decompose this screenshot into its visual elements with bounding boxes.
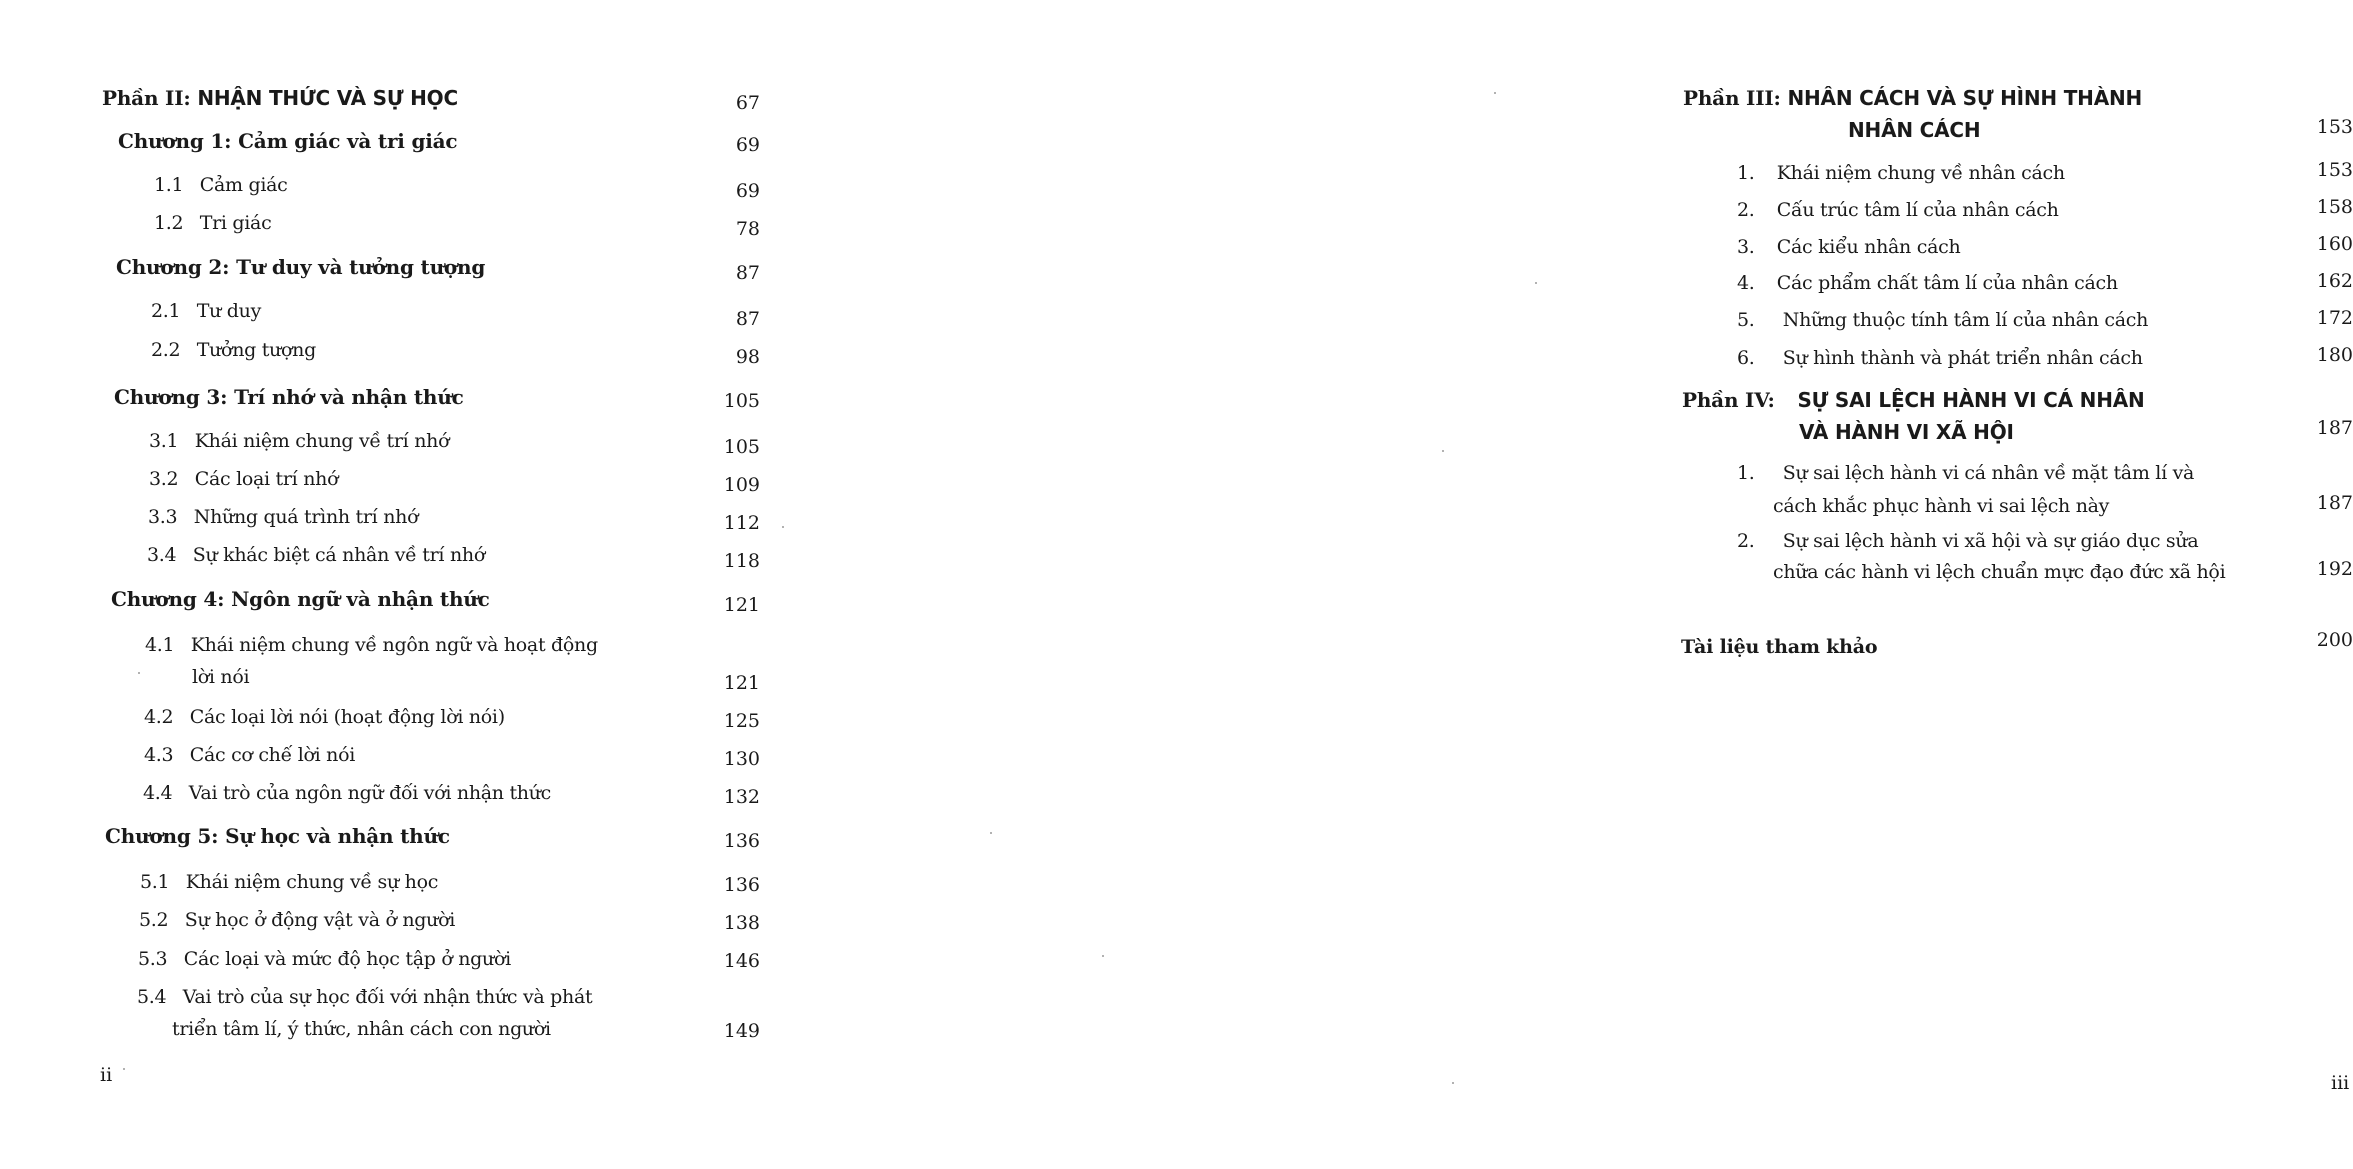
page-number: 146	[723, 950, 760, 972]
section-number: 3.1	[149, 430, 179, 452]
item-number: 2.	[1737, 199, 1755, 221]
scan-speck	[990, 832, 992, 834]
toc-item-3-3[interactable]	[1737, 238, 1960, 257]
section-number: 4.1	[145, 634, 175, 656]
page-number: 160	[2316, 233, 2353, 255]
scan-speck	[1535, 282, 1537, 284]
scan-speck	[782, 526, 784, 528]
item-number: 4.	[1737, 272, 1755, 294]
section-title: Tưởng tượng	[196, 339, 316, 361]
toc-section-5-4[interactable]	[137, 988, 592, 1007]
part-title-line2: VÀ HÀNH VI XÃ HỘI	[1799, 420, 2014, 444]
item-title: Cấu trúc tâm lí của nhân cách	[1776, 199, 2059, 221]
item-number: 2.	[1737, 530, 1755, 552]
toc-section-4-1[interactable]	[145, 636, 598, 655]
section-number: 4.4	[143, 782, 173, 804]
item-title-line1: Sự sai lệch hành vi xã hội và sự giáo dục sửa	[1782, 530, 2199, 552]
toc-part-2[interactable]	[102, 88, 458, 108]
page-number: 130	[723, 748, 760, 770]
section-number: 5.4	[137, 986, 167, 1008]
page-number: 187	[2316, 417, 2353, 439]
toc-chapter-5[interactable]: Chương 5: Sự học và nhận thức	[105, 824, 450, 848]
scan-speck	[1494, 92, 1496, 94]
toc-item-3-5[interactable]	[1737, 311, 2148, 330]
toc-section-3-2[interactable]	[149, 470, 338, 489]
scan-speck	[123, 1068, 125, 1070]
page-number: 67	[735, 92, 760, 114]
part-title: NHẬN THỨC VÀ SỰ HỌC	[197, 86, 458, 110]
toc-section-5-3[interactable]	[138, 950, 511, 969]
item-title-line2: chữa các hành vi lệch chuẩn mực đạo đức xã hội	[1773, 561, 2226, 583]
page-number: 105	[723, 390, 760, 412]
item-number: 3.	[1737, 236, 1755, 258]
toc-chapter-1[interactable]: Chương 1: Cảm giác và tri giác	[118, 129, 458, 153]
right-page	[830, 0, 2353, 1169]
section-number: 1.2	[154, 212, 184, 234]
toc-section-5-2[interactable]	[139, 911, 455, 930]
page-number: 69	[735, 134, 760, 156]
toc-section-1-2[interactable]	[154, 214, 271, 233]
scan-speck	[1102, 955, 1104, 957]
item-number: 5.	[1737, 309, 1755, 331]
page-folio: iii	[2331, 1072, 2350, 1094]
section-title-line2: triển tâm lí, ý thức, nhân cách con người	[172, 1018, 551, 1040]
page-number: 112	[723, 512, 760, 534]
section-title-line1: Khái niệm chung về ngôn ngữ và hoạt động	[190, 634, 598, 656]
toc-section-1-1[interactable]	[154, 176, 287, 195]
toc-section-3-3[interactable]	[148, 508, 418, 527]
item-title: Các phẩm chất tâm lí của nhân cách	[1776, 272, 2118, 294]
page-number: 109	[723, 474, 760, 496]
part-title-line1: SỰ SAI LỆCH HÀNH VI CÁ NHÂN	[1797, 388, 2145, 412]
toc-item-4-1[interactable]	[1737, 464, 2194, 483]
page-number: 132	[723, 786, 760, 808]
toc-section-3-4[interactable]	[147, 546, 485, 565]
section-title: Khái niệm chung về sự học	[185, 871, 439, 893]
section-title-line1: Vai trò của sự học đối với nhận thức và phát	[182, 986, 593, 1008]
item-title-line2: cách khắc phục hành vi sai lệch này	[1773, 495, 2110, 517]
section-number: 2.1	[151, 300, 181, 322]
section-title: Các loại lời nói (hoạt động lời nói)	[189, 706, 505, 728]
section-number: 4.2	[144, 706, 174, 728]
toc-item-3-4[interactable]	[1737, 274, 2118, 293]
item-number: 6.	[1737, 347, 1755, 369]
page-number: 78	[735, 218, 760, 240]
section-title: Các loại và mức độ học tập ở người	[183, 948, 511, 970]
section-number: 5.3	[138, 948, 168, 970]
toc-section-5-1[interactable]	[140, 873, 438, 892]
item-number: 1.	[1737, 162, 1755, 184]
part-title-line2: NHÂN CÁCH	[1848, 118, 1981, 142]
section-title: Những quá trình trí nhớ	[193, 506, 419, 528]
section-title: Sự học ở động vật và ở người	[184, 909, 455, 931]
toc-part-3[interactable]	[1683, 88, 2142, 108]
section-number: 2.2	[151, 339, 181, 361]
section-number: 5.2	[139, 909, 169, 931]
item-title-line1: Sự sai lệch hành vi cá nhân về mặt tâm lí và	[1782, 462, 2195, 484]
section-title-line2: lời nói	[192, 666, 250, 688]
page-number: 180	[2316, 344, 2353, 366]
toc-section-2-1[interactable]	[151, 302, 261, 321]
page-number: 162	[2316, 270, 2353, 292]
page-number: 138	[723, 912, 760, 934]
page-number: 200	[2316, 629, 2353, 651]
section-number: 1.1	[154, 174, 184, 196]
toc-item-4-2[interactable]	[1737, 532, 2198, 551]
section-number: 5.1	[140, 871, 170, 893]
page-number: 136	[723, 874, 760, 896]
toc-chapter-3[interactable]: Chương 3: Trí nhớ và nhận thức	[114, 385, 464, 409]
page-number: 118	[723, 550, 760, 572]
page-number: 172	[2316, 307, 2353, 329]
item-number: 1.	[1737, 462, 1755, 484]
toc-chapter-2[interactable]: Chương 2: Tư duy và tưởng tượng	[116, 255, 486, 279]
section-title: Tri giác	[199, 212, 272, 234]
page-number: 153	[2316, 159, 2353, 181]
page-number: 153	[2316, 116, 2353, 138]
page-number: 187	[2316, 492, 2353, 514]
toc-item-3-1[interactable]	[1737, 164, 2065, 183]
left-page	[0, 0, 830, 1169]
toc-section-4-2[interactable]	[144, 708, 505, 727]
section-number: 3.3	[148, 506, 178, 528]
page-number: 192	[2316, 558, 2353, 580]
part-title-line1: NHÂN CÁCH VÀ SỰ HÌNH THÀNH	[1787, 86, 2143, 110]
section-title: Vai trò của ngôn ngữ đối với nhận thức	[188, 782, 552, 804]
item-title: Sự hình thành và phát triển nhân cách	[1782, 347, 2143, 369]
section-title: Cảm giác	[199, 174, 288, 196]
page-number: 121	[723, 594, 760, 616]
page-number: 136	[723, 830, 760, 852]
section-title: Các loại trí nhớ	[194, 468, 339, 490]
section-number: 3.4	[147, 544, 177, 566]
toc-section-4-3[interactable]	[144, 746, 355, 765]
part-label: Phần II:	[102, 86, 191, 110]
part-label: Phần III:	[1683, 86, 1781, 110]
section-title: Các cơ chế lời nói	[189, 744, 356, 766]
page-number: 125	[723, 710, 760, 732]
page-number: 69	[735, 180, 760, 202]
page-number: 98	[735, 346, 760, 368]
page-number: 158	[2316, 196, 2353, 218]
toc-section-4-4[interactable]	[143, 784, 551, 803]
item-title: Các kiểu nhân cách	[1776, 236, 1961, 258]
section-title: Sự khác biệt cá nhân về trí nhớ	[192, 544, 485, 566]
page-folio: ii	[100, 1064, 113, 1086]
page-number: 87	[735, 262, 760, 284]
item-title: Khái niệm chung về nhân cách	[1776, 162, 2065, 184]
scan-speck	[1442, 450, 1444, 452]
toc-section-2-2[interactable]	[151, 341, 316, 360]
scan-speck	[138, 672, 140, 674]
section-number: 4.3	[144, 744, 174, 766]
page-number: 87	[735, 308, 760, 330]
section-number: 3.2	[149, 468, 179, 490]
part-label: Phần IV:	[1682, 388, 1775, 412]
toc-part-4[interactable]	[1682, 390, 2145, 410]
page-number: 105	[723, 436, 760, 458]
toc-references[interactable]: Tài liệu tham khảo	[1681, 636, 1878, 658]
section-title: Khái niệm chung về trí nhớ	[194, 430, 450, 452]
toc-chapter-4[interactable]: Chương 4: Ngôn ngữ và nhận thức	[111, 587, 490, 611]
page-number: 149	[723, 1020, 760, 1042]
section-title: Tư duy	[196, 300, 262, 322]
toc-item-3-2[interactable]	[1737, 201, 2059, 220]
toc-item-3-6[interactable]	[1737, 349, 2143, 368]
page-number: 121	[723, 672, 760, 694]
toc-section-3-1[interactable]	[149, 432, 449, 451]
scan-speck	[1452, 1082, 1454, 1084]
item-title: Những thuộc tính tâm lí của nhân cách	[1782, 309, 2149, 331]
